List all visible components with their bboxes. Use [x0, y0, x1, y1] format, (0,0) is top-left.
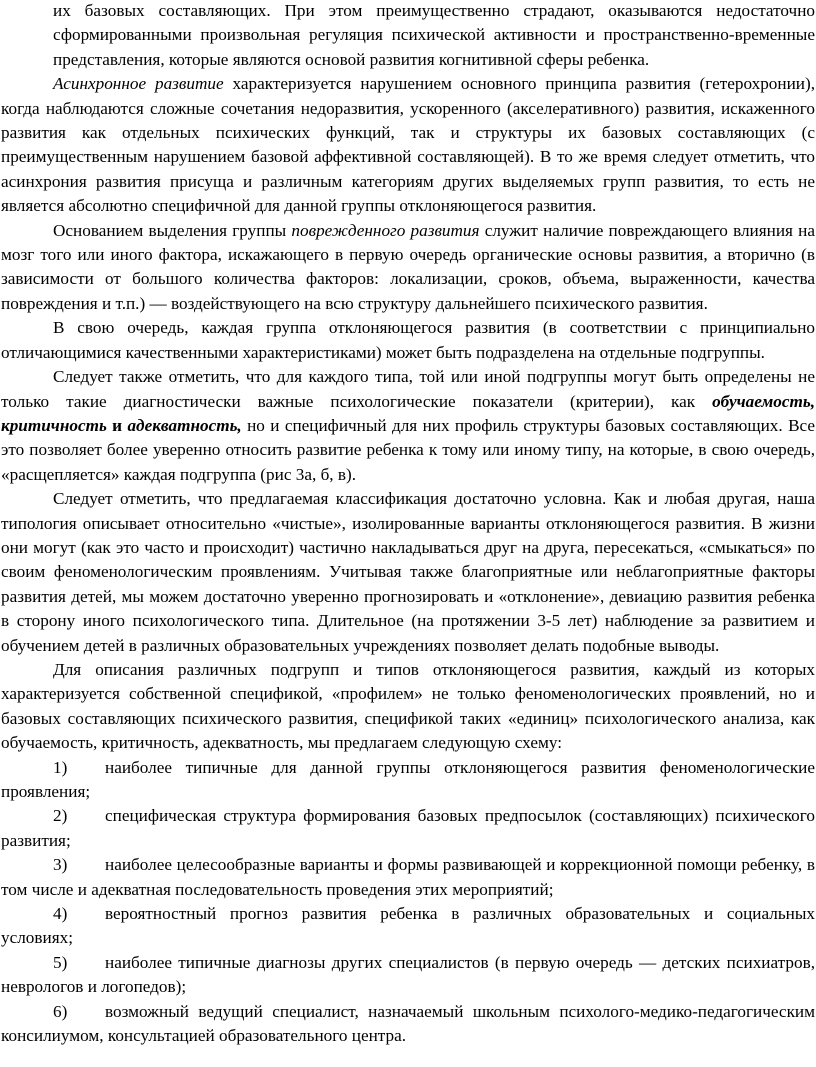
list-item-number: 5): [53, 952, 68, 972]
list-item-number: 4): [53, 904, 68, 924]
list-item: 2) специфическая структура формирования базовых предпосылок (составляющих) психического развития;: [1, 806, 815, 850]
paragraph-damaged-development: Основанием выделения группы поврежденного развития служит наличие повреждающего влияния на мозг того или иного фактора, искажающего в первую очередь органические основы развития, а вторично (в зависимости от большого количества факторов: локализации, сроков, объема, выраженности, качества повреждения и т.п.) — воздействующего на всю структуру дальнейшего психического развития.: [1, 220, 815, 313]
term-damaged-development: поврежденного развития: [291, 220, 480, 240]
paragraph-scheme-intro: Для описания различных подгрупп и типов отклоняющегося развития, каждый из которых характеризуется собственной спецификой, «профилем» не только феноменологических проявлений, но и базовых составляющих психического развития, спецификой таких «единиц» психологического анализа, как обучаемость, критичность, адекватность, мы предлагаем следующую схему:: [1, 659, 815, 753]
paragraph-subgroups: В свою очередь, каждая группа отклоняющегося развития (в соответствии с принципиально отличающимися качественными характеристиками) может быть подразделена на отдельные подгруппы.: [1, 318, 815, 362]
scheme-list: [1, 756, 815, 1049]
paragraph-criteria: Следует также отметить, что для каждого типа, той или иной подгруппы могут быть определены не только такие диагностически важные психологические показатели (критерии), как обучаемость, критичность и адекватность, но и специфичный для них профиль структуры базовых составляющих. Все это позволяет более уверенно относить развитие ребенка к тому или иному типу, на которые, в свою очередь, «расщепляется» каждая подгруппа (рис 3а, б, в).: [1, 367, 815, 484]
term-asynchronous-development: Асинхронное развитие: [53, 74, 224, 94]
term-adequacy: адекватность,: [127, 415, 242, 435]
list-item: 5) наиболее типичные диагнозы других специалистов (в первую очередь — детских психиатров, неврологов и логопедов);: [1, 952, 815, 997]
list-item: 1) наиболее типичные для данной группы отклоняющегося развития феноменологические проявления;: [1, 757, 815, 801]
list-item-number: 6): [53, 1001, 68, 1021]
paragraph-asynchronous-development: Асинхронное развитие характеризуется нарушением основного принципа развития (гетерохронии), когда наблюдаются сложные сочетания недоразвития, ускоренного (акселеративного) развития, искаженного развития как отдельных психических функций, так и структуры их базовых составляющих (с преимущественным нарушением базовой аффективной составляющей). В то же время следует отметить, что асинхрония развития присуща и различным категориям других выделяемых групп развития, то есть не является абсолютно специфичной для данной группы отклоняющегося развития.: [1, 74, 816, 216]
list-item: 4) вероятностный прогноз развития ребенка в различных образовательных и социальных условиях;: [1, 904, 815, 948]
paragraph-classification: Следует отметить, что предлагаемая классификация достаточно условна. Как и любая другая, наша типология описывает относительно «чистые», изолированные варианты отклоняющегося развития. В жизни они могут (как это часто и происходит) частично накладываться друг на друга, пересекаться, «смыкаться» по своим феноменологическим проявлениям. Учитывая также благоприятные или неблагоприятные факторы развития детей, мы можем достаточно уверенно прогнозировать и «отклонение», девиацию развития ребенка в сторону иного психологического типа. Длительное (на протяжении 3-5 лет) наблюдение за развитием и обучением детей в различных образовательных учреждениях позволяет делать подобные выводы.: [1, 489, 815, 655]
list-item-number: 1): [53, 757, 68, 777]
list-item-number: 2): [53, 806, 68, 826]
list-item: 3) наиболее целесообразные варианты и формы развивающей и коррекционной помощи ребенку, в том числе и адекватная последовательность проведения этих мероприятий;: [1, 855, 815, 899]
term-learnability-criticality: обучаемость, критичность: [1, 391, 815, 435]
list-item: 6) возможный ведущий специалист, назначаемый школьным психолого-медико-педагогическим консилиумом, консультацией образовательного центра.: [1, 1001, 815, 1046]
paragraph-continuation: их базовых составляющих. При этом преимущественно страдают, оказываются недостаточно сформированными произвольная регуляция психической активности и пространственно-временные представления, которые являются основой развития когнитивной сферы ребенка.: [53, 1, 815, 69]
list-item-number: 3): [53, 855, 68, 875]
